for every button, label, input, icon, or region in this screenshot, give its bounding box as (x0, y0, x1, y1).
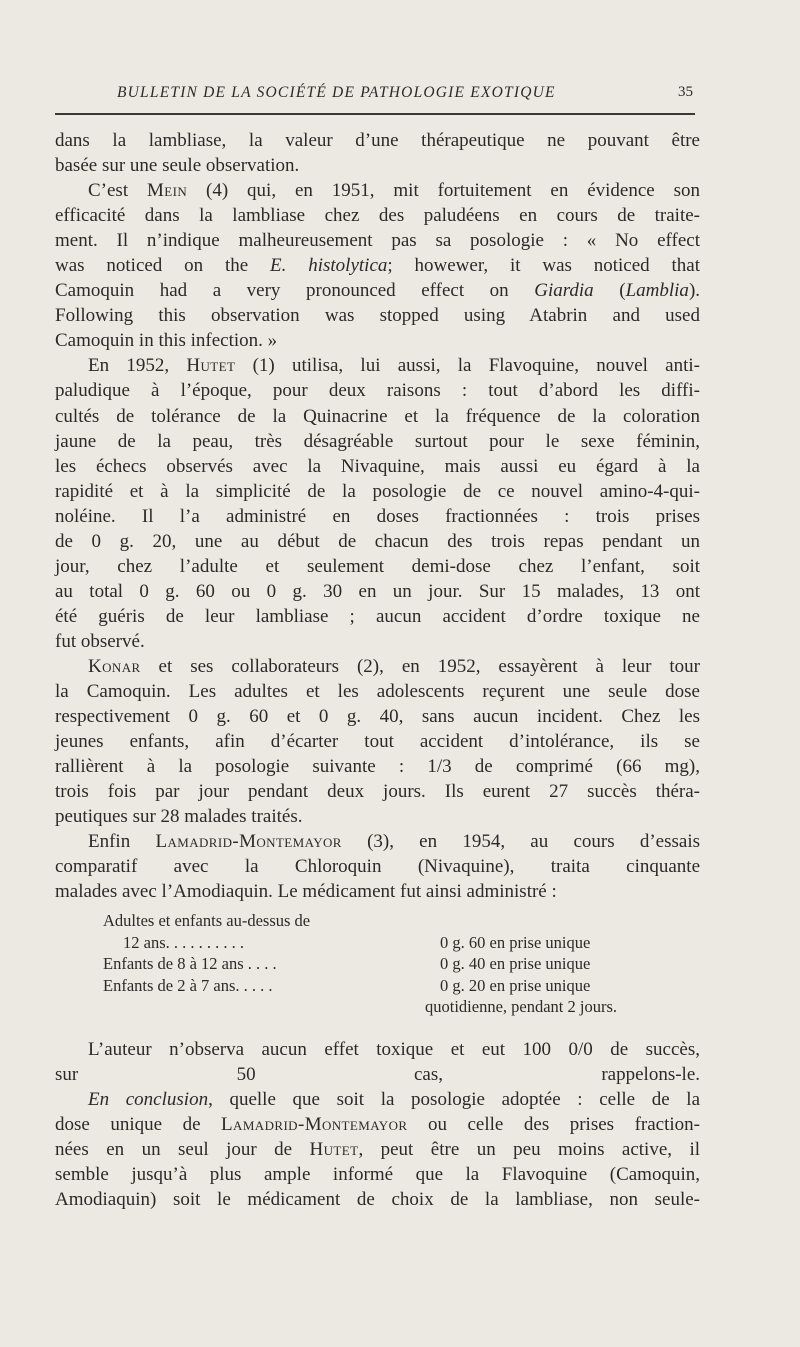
dosing-dose: 0 g. 40 en prise unique (440, 954, 591, 973)
text-line: jour, chez l’adulte et seulement demi-dose chez l’enfant, soit (55, 555, 700, 577)
dosing-row (103, 953, 693, 975)
species-name: Lamblia (625, 280, 689, 302)
text-line: C’est Mein (4) qui, en 1951, mit fortuitement en évidence son (88, 180, 700, 202)
dosing-row (103, 975, 693, 997)
text-line: ment. Il n’indique malheureusement pas sa posologie : « No effect (55, 230, 700, 252)
text-line: sur 50 cas, rappelons-le. (55, 1064, 700, 1086)
text-line: Enfin Lamadrid-Montemayor (3), en 1954, au cours d’essais (88, 831, 700, 853)
dosing-group: Enfants de 2 à 7 ans. . . . . (103, 975, 273, 995)
text-line: Konar et ses collaborateurs (2), en 1952, essayèrent à leur tour (88, 655, 700, 677)
text-line: dans la lambliase, la valeur d’une thérapeutique ne pouvant être (55, 130, 700, 151)
text-line: trois fois par jour pendant deux jours. Ils eurent 27 succès théra- (55, 781, 700, 803)
author-name: Hutet (186, 355, 236, 377)
dosing-dose: 0 g. 20 en prise unique (440, 975, 591, 995)
text-line: Camoquin in this infection. » (55, 330, 278, 352)
species-name: E. histolytica (270, 255, 388, 277)
text-line: de 0 g. 20, une au début de chacun des trois repas pendant un (55, 530, 700, 552)
page-number: 35 (678, 84, 693, 100)
species-name: Giardia (534, 280, 594, 302)
article-body (55, 128, 700, 904)
text-line: peutiques sur 28 malades traités. (55, 806, 303, 828)
author-name: Mein (146, 180, 188, 202)
text-line: En conclusion, quelle que soit la posologie adoptée : celle de la (88, 1089, 700, 1111)
dosing-table (103, 910, 693, 1018)
text-line: Amodiaquin) soit le médicament de choix de la lambliase, non seule- (55, 1189, 700, 1211)
dosing-group: 12 ans. . . . . . . . . . (123, 932, 244, 952)
author-name: Konar (88, 655, 141, 677)
author-name: Lamadrid-Montemayor (221, 1114, 408, 1136)
text-line: respectivement 0 g. 60 et 0 g. 40, sans aucun incident. Chez les (55, 706, 700, 728)
dosing-group: Adultes et enfants au-dessus de (103, 911, 311, 930)
dosing-dose: 0 g. 60 en prise unique (440, 932, 591, 952)
dosing-row (103, 996, 693, 1018)
text-line: comparatif avec la Chloroquin (Nivaquine), traita cinquante (55, 856, 700, 878)
text-line: rallièrent à la posologie suivante : 1/3 de comprimé (66 mg), (55, 756, 700, 778)
dosing-row (103, 910, 693, 932)
text-line: la Camoquin. Les adultes et les adolescents reçurent une seule dose (55, 681, 700, 703)
text-line: efficacité dans la lambliase chez des paludéens en cours de traite- (55, 205, 700, 227)
author-name: Lamadrid-Montemayor (155, 831, 342, 853)
page-header (55, 82, 695, 112)
text-line: jeunes enfants, afin d’écarter tout accident d’intolérance, ils se (55, 731, 700, 753)
article-body-continued (55, 1037, 700, 1212)
text-line: jaune de la peau, très désagréable surtout pour le sexe féminin, (55, 430, 700, 452)
header-rule (55, 113, 695, 115)
text-line: paludique à l’époque, pour deux raisons : tout d’abord les diffi- (55, 380, 700, 402)
text-line: au total 0 g. 60 ou 0 g. 30 en un jour. Sur 15 malades, 13 ont (55, 580, 700, 602)
text-line: was noticed on the E. histolytica; howewer, it was noticed that (55, 255, 700, 277)
text-line: rapidité et à la simplicité de la posologie de ce nouvel amino-4-qui- (55, 480, 700, 502)
text-line: fut observé. (55, 630, 145, 652)
text-line: En 1952, Hutet (1) utilisa, lui aussi, la Flavoquine, nouvel anti- (88, 355, 700, 377)
emphasis: En conclusion (88, 1089, 209, 1111)
dosing-row (103, 932, 693, 954)
text-line: dose unique de Lamadrid-Montemayor ou celle des prises fraction- (55, 1114, 700, 1136)
text-line: Following this observation was stopped using Atabrin and used (55, 305, 700, 327)
text-line: cultés de tolérance de la Quinacrine et la fréquence de la coloration (55, 405, 700, 427)
text-line: les échecs observés avec la Nivaquine, mais aussi eu égard à la (55, 455, 700, 477)
text-line: nées en un seul jour de Hutet, peut être un peu moins active, il (55, 1139, 701, 1161)
author-name: Hutet (309, 1139, 359, 1161)
running-title: BULLETIN DE LA SOCIÉTÉ DE PATHOLOGIE EXOTIQUE (117, 84, 556, 101)
text-line: basée sur une seule observation. (55, 155, 300, 177)
text-line: Camoquin had a very pronounced effect on Giardia (Lamblia). (55, 280, 701, 302)
text-line: malades avec l’Amodiaquin. Le médicament fut ainsi administré : (55, 881, 557, 903)
text-line: L’auteur n’observa aucun effet toxique et eut 100 0/0 de succès, (88, 1039, 700, 1060)
dosing-group: Enfants de 8 à 12 ans . . . . (103, 954, 277, 973)
text-line: semble jusqu’à plus ample informé que la Flavoquine (Camoquin, (55, 1164, 700, 1186)
dosing-dose: quotidienne, pendant 2 jours. (425, 997, 618, 1016)
text-line: noléine. Il l’a administré en doses fractionnées : trois prises (55, 505, 700, 527)
text-line: été guéris de leur lambliase ; aucun accident d’ordre toxique ne (55, 605, 700, 627)
